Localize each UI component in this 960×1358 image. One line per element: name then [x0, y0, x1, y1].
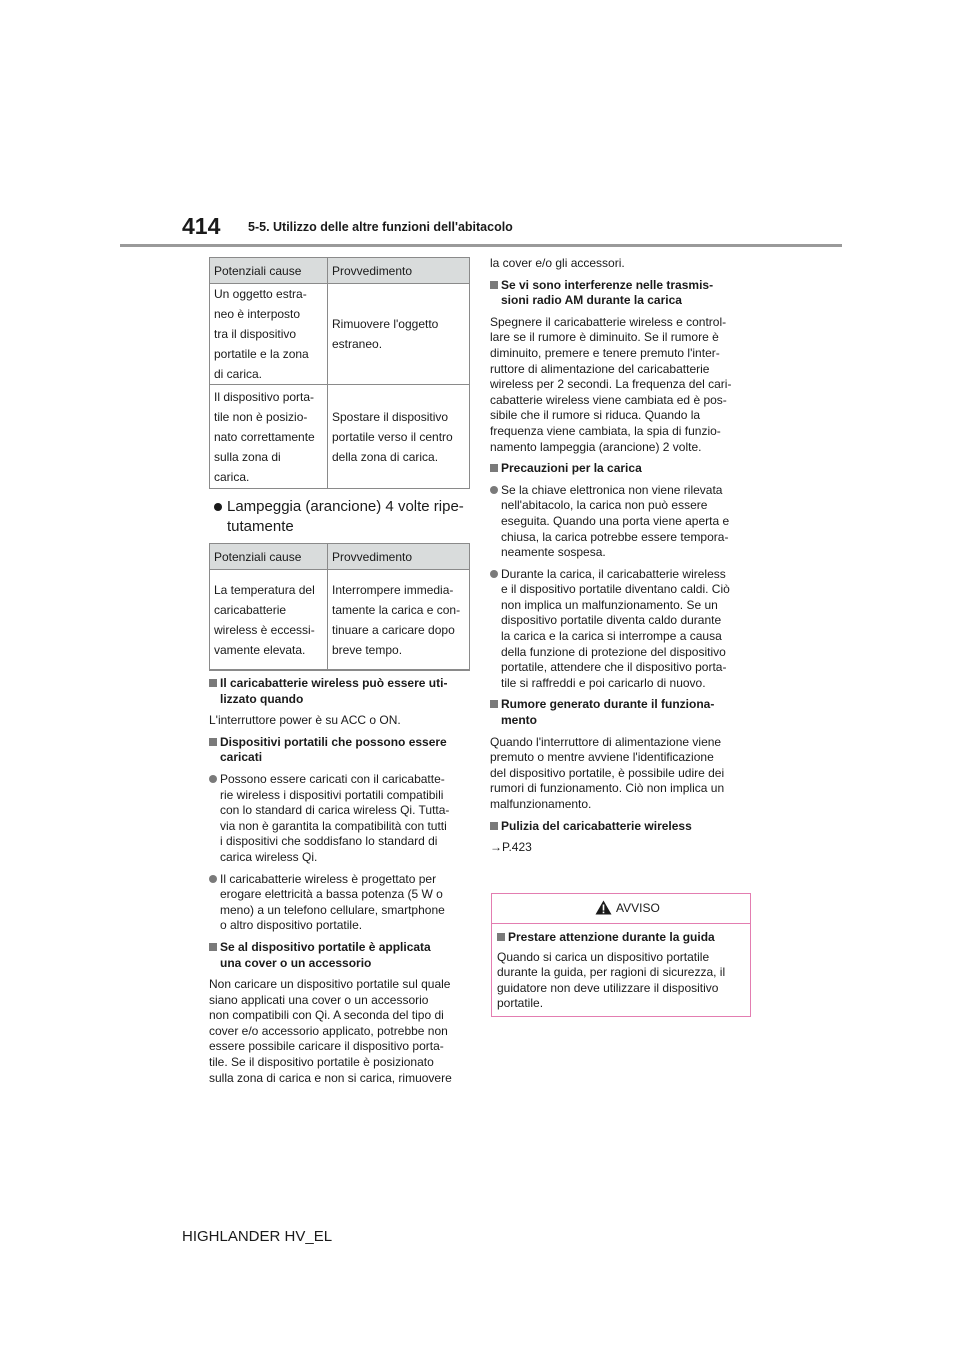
table-cell-cause: La temperatura del caricabatterie wireless è eccessi- vamente elevata. [210, 570, 328, 671]
right-item: Rumore generato durante il funziona- mento [490, 697, 754, 728]
table-header-cause: Potenziali cause [210, 258, 328, 284]
right-item: Spegnere il caricabatterie wireless e control- lare se il rumore è diminuito. Se il rumore è diminuito, premere e tenere premuto l'inter- ruttore di alimentazione del caricabatterie wireless per 2 secondi. La frequenza del cari- cabatterie wireless viene cambiata ed è pos- sibile che il rumore si riduca. Quando la frequenza viene cambiata, la spia di funzio- namento lampeggia (arancione) 2 volte. [490, 314, 732, 454]
right-item: Quando l'interruttore di alimentazione viene premuto o mentre avviene l'identificazione del dispositivo portatile, è possibile udire dei rumori di funzionamento. Ciò non implica un malfunzionamento. [490, 734, 725, 811]
table-cell-remedy: Rimuovere l'oggetto estraneo. [328, 284, 470, 385]
right-item: la cover e/o gli accessori. [490, 256, 625, 270]
right-item: Pulizia del caricabatterie wireless [490, 819, 754, 835]
left-item: Non caricare un dispositivo portatile sul quale siano applicati una cover o un accessorio non compatibili con Qi. A seconda del tipo di cover e/o accessorio applicato, potrebbe non essere possibile caricare il dispositivo porta- tile. Se il dispositivo portatile è posizionato sulla zona di carica e non si carica, rimuovere [209, 977, 452, 1085]
left-item: Il caricabatterie wireless può essere uti- lizzato quando [209, 676, 473, 707]
warning-title: AVVISO [616, 901, 660, 915]
left-item: L'interruttore power è su ACC o ON. [209, 713, 401, 728]
left-item: Il caricabatterie wireless è progettato per erogare elettricità a bassa potenza (5 W o meno) a un telefono cellulare, smartphone o altro dispositivo portatile. [209, 872, 473, 934]
warning-box [491, 893, 751, 1017]
table-cell-remedy: Spostare il dispositivo portatile verso il centro della zona di carica. [328, 385, 470, 489]
table-row [210, 284, 470, 385]
table-cell-cause: Il dispositivo porta- tile non è posizio- nato correttamente sulla zona di carica. [210, 385, 328, 489]
blink-4-times-bullet [214, 497, 472, 537]
warning-text: Quando si carica un dispositivo portatile durante la guida, per ragioni di sicurezza, il guidatore non deve utilizzare il dispositivo portatile. [497, 949, 726, 1011]
bullet-text: Lampeggia (arancione) 4 volte ripe- tutamente [227, 498, 464, 535]
header-rule [120, 244, 842, 247]
page-number: 414 [182, 213, 221, 239]
table-cell-remedy: Interrompere immedia- tamente la carica e con- tinuare a caricare dopo breve tempo. [328, 570, 470, 671]
warning-triangle-icon [595, 900, 612, 915]
right-item: →P.423 [490, 840, 532, 855]
causes-table-2 [209, 543, 470, 671]
table-header-remedy: Provvedimento [328, 258, 470, 284]
right-item: Se la chiave elettronica non viene rilevata nell'abitacolo, la carica non può essere eseguita. Quando una porta viene aperta e chiusa, la carica potrebbe essere tempora- neamente sospesa. [490, 483, 754, 561]
warning-body [492, 924, 750, 1012]
table-cell-cause: Un oggetto estra- neo è interposto tra il dispositivo portatile e la zona di carica. [210, 284, 328, 385]
left-item: Possono essere caricati con il caricabatte- rie wireless i dispositivi portatili compatibili con lo standard di carica wireless Qi. Tutta- via non è garantita la compatibilità con tutti i dispositivi che soddisfano lo standard di carica wireless Qi. [209, 772, 473, 866]
table-header-cause: Potenziali cause [210, 544, 328, 570]
table-row [210, 570, 470, 671]
warning-header [492, 894, 750, 924]
section-separator [209, 669, 470, 670]
table-row [210, 385, 470, 489]
right-item: Precauzioni per la carica [490, 461, 754, 477]
table-header-remedy: Provvedimento [328, 544, 470, 570]
right-item: Durante la carica, il caricabatterie wireless e il dispositivo portatile diventano caldi. Ciò non implica un malfunzionamento. Se un dispositivo portatile diventa caldo durante la carica e la carica si interrompe a causa della funzione di protezione del dispositivo portatile, attendere che il dispositivo porta- tile si raffreddi e poi caricarlo di nuovo. [490, 567, 754, 692]
right-column [490, 256, 754, 862]
left-column [209, 676, 473, 1092]
left-item: Dispositivi portatili che possono essere caricati [209, 735, 473, 766]
causes-table-1 [209, 257, 470, 489]
footer-model-name: HIGHLANDER HV_EL [182, 1228, 333, 1245]
left-item: Se al dispositivo portatile è applicata una cover o un accessorio [209, 940, 473, 971]
warning-heading: Prestare attenzione durante la guida [497, 930, 745, 946]
bullet-dot-icon [214, 503, 222, 511]
right-item: Se vi sono interferenze nelle trasmis- sioni radio AM durante la carica [490, 278, 754, 309]
section-title: 5-5. Utilizzo delle altre funzioni dell'abitacolo [248, 220, 513, 234]
